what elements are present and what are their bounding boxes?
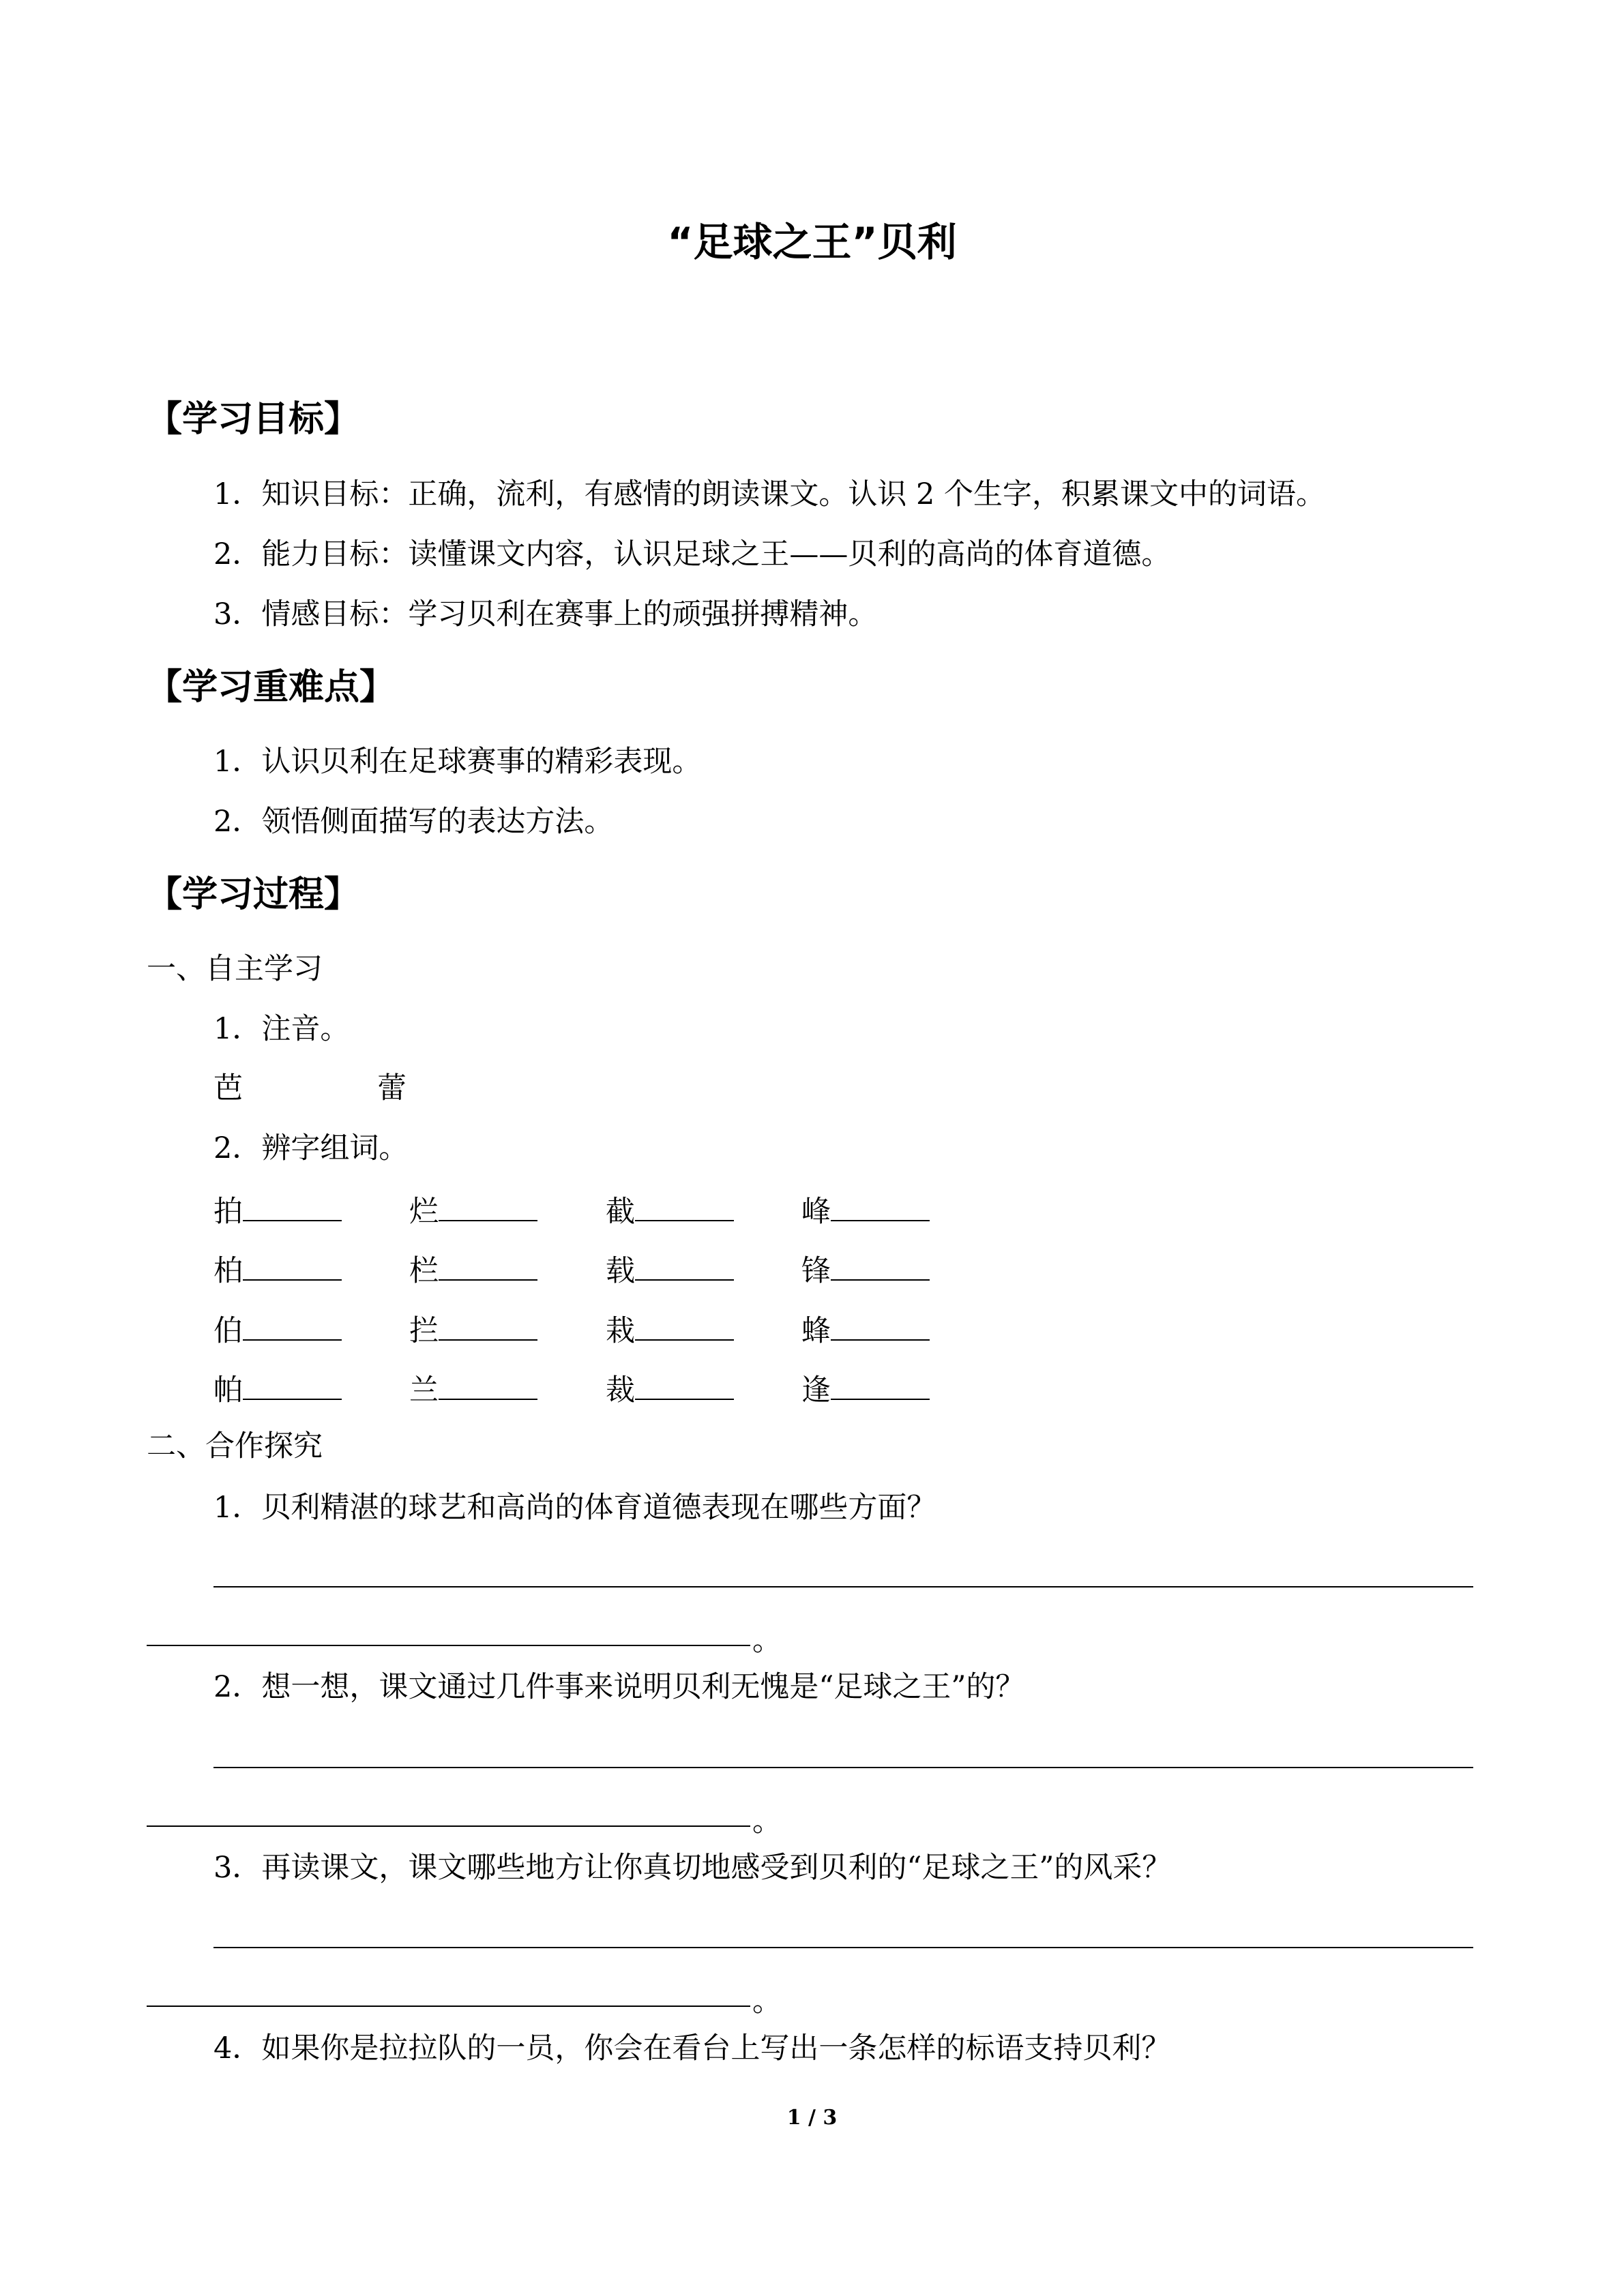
char-grid-char: 栽 bbox=[606, 1314, 635, 1348]
page-number: 1 / 3 bbox=[786, 2106, 838, 2130]
answer-line[interactable] bbox=[147, 2006, 750, 2007]
fill-in-blank[interactable] bbox=[635, 1193, 734, 1221]
key-point-item: 2．领悟侧面描写的表达方法。 bbox=[213, 805, 614, 839]
cooperation-question: 2．想一想，课文通过几件事来说明贝利无愧是“足球之王”的？ bbox=[213, 1670, 1025, 1704]
char-grid-char: 柏 bbox=[213, 1254, 243, 1288]
char-grid-char: 截 bbox=[606, 1195, 635, 1229]
char-grid-cell bbox=[801, 1371, 930, 1405]
fill-in-blank[interactable] bbox=[439, 1193, 537, 1221]
char-grid-char: 裁 bbox=[606, 1373, 635, 1407]
fill-in-blank[interactable] bbox=[243, 1193, 342, 1221]
cooperation-question: 3．再读课文，课文哪些地方让你真切地感受到贝利的“足球之王”的风采？ bbox=[213, 1851, 1172, 1885]
char-grid-cell bbox=[606, 1371, 734, 1405]
char-grid-char: 峰 bbox=[801, 1195, 831, 1229]
fill-in-blank[interactable] bbox=[439, 1371, 537, 1400]
fill-in-blank[interactable] bbox=[831, 1193, 930, 1221]
char-grid-cell bbox=[213, 1252, 342, 1286]
question-pinyin: 1．注音。 bbox=[213, 1012, 350, 1046]
answer-line[interactable] bbox=[213, 1586, 1473, 1587]
char-grid-cell bbox=[409, 1252, 537, 1286]
char-grid-char: 帕 bbox=[213, 1373, 243, 1407]
question-char-discrimination: 2．辨字组词。 bbox=[213, 1131, 409, 1165]
key-point-item: 1．认识贝利在足球赛事的精彩表现。 bbox=[213, 745, 702, 779]
goal-item: 2．能力目标：读懂课文内容，认识足球之王——贝利的高尚的体育道德。 bbox=[213, 537, 1171, 571]
char-grid-cell bbox=[409, 1193, 537, 1227]
char-grid-char: 兰 bbox=[409, 1373, 439, 1407]
fill-in-blank[interactable] bbox=[243, 1371, 342, 1400]
fill-in-blank[interactable] bbox=[243, 1312, 342, 1341]
cooperation-question: 1．贝利精湛的球艺和高尚的体育道德表现在哪些方面？ bbox=[213, 1491, 936, 1525]
cooperation-question: 4．如果你是拉拉队的一员，你会在看台上写出一条怎样的标语支持贝利？ bbox=[213, 2031, 1171, 2066]
fill-in-blank[interactable] bbox=[243, 1252, 342, 1281]
char-grid-cell bbox=[606, 1252, 734, 1286]
section-heading-goals: 【学习目标】 bbox=[147, 399, 360, 440]
fill-in-blank[interactable] bbox=[635, 1252, 734, 1281]
char-grid-cell bbox=[801, 1252, 930, 1286]
char-grid-char: 拍 bbox=[213, 1195, 243, 1229]
fill-in-blank[interactable] bbox=[439, 1312, 537, 1341]
char-grid-char: 栏 bbox=[409, 1254, 439, 1288]
answer-line[interactable] bbox=[213, 1767, 1473, 1768]
fill-in-blank[interactable] bbox=[635, 1371, 734, 1400]
fill-in-blank[interactable] bbox=[439, 1252, 537, 1281]
char-grid-cell bbox=[213, 1193, 342, 1227]
answer-line[interactable] bbox=[147, 1645, 750, 1646]
answer-period: 。 bbox=[752, 1624, 782, 1658]
answer-line[interactable] bbox=[147, 1825, 750, 1827]
char-grid-char: 伯 bbox=[213, 1314, 243, 1348]
part-label-cooperation: 二、合作探究 bbox=[147, 1429, 323, 1463]
fill-in-blank[interactable] bbox=[831, 1252, 930, 1281]
char-grid-cell bbox=[213, 1371, 342, 1405]
answer-line[interactable] bbox=[213, 1947, 1473, 1948]
fill-in-blank[interactable] bbox=[635, 1312, 734, 1341]
part-label-self-study: 一、自主学习 bbox=[147, 952, 323, 986]
char-grid-cell bbox=[409, 1312, 537, 1346]
char-grid-char: 蜂 bbox=[801, 1314, 831, 1348]
char-grid-cell bbox=[213, 1312, 342, 1346]
char-grid-cell bbox=[409, 1371, 537, 1405]
section-heading-key-points: 【学习重难点】 bbox=[147, 667, 396, 708]
goal-item: 3．情感目标：学习贝利在赛事上的顽强拼搏精神。 bbox=[213, 597, 878, 631]
answer-period: 。 bbox=[752, 1804, 782, 1838]
pinyin-char: 蕾 bbox=[377, 1071, 407, 1105]
char-grid-char: 锋 bbox=[801, 1254, 831, 1288]
fill-in-blank[interactable] bbox=[831, 1371, 930, 1400]
page-title: “足球之王”贝利 bbox=[667, 219, 957, 265]
char-grid-cell bbox=[801, 1193, 930, 1227]
answer-period: 。 bbox=[752, 1984, 782, 2018]
char-grid-char: 拦 bbox=[409, 1314, 439, 1348]
char-grid-cell bbox=[606, 1312, 734, 1346]
section-heading-process: 【学习过程】 bbox=[147, 874, 360, 915]
char-grid-char: 烂 bbox=[409, 1195, 439, 1229]
char-grid-cell bbox=[801, 1312, 930, 1346]
char-grid-char: 逢 bbox=[801, 1373, 831, 1407]
goal-item: 1．知识目标：正确，流利，有感情的朗读课文。认识 2 个生字，积累课文中的词语。 bbox=[213, 477, 1326, 511]
pinyin-char: 芭 bbox=[213, 1071, 243, 1105]
char-grid-cell bbox=[606, 1193, 734, 1227]
fill-in-blank[interactable] bbox=[831, 1312, 930, 1341]
char-grid-char: 载 bbox=[606, 1254, 635, 1288]
